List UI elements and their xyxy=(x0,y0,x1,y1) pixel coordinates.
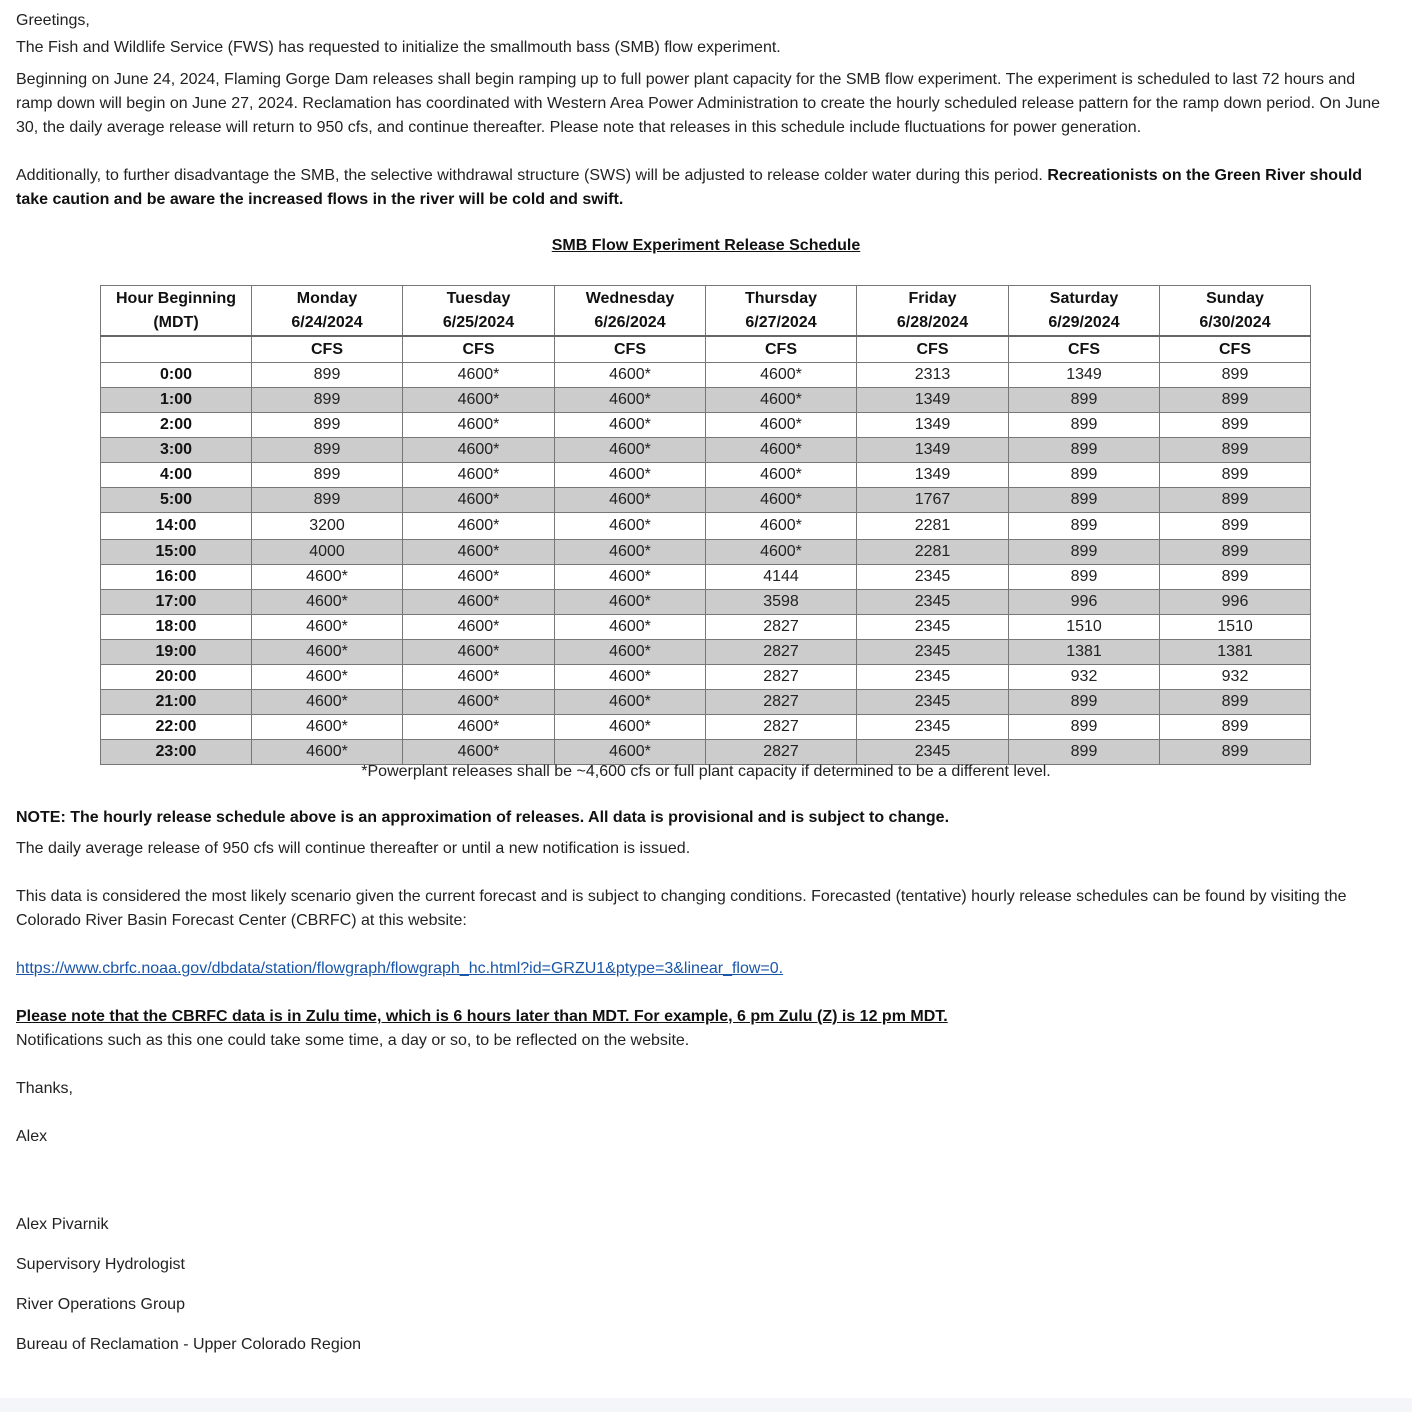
cfs-cell: 899 xyxy=(1160,413,1311,438)
table-row xyxy=(101,740,1311,765)
sws-text: Additionally, to further disadvantage the SMB, the selective withdrawal structure (SWS) will be adjusted to release colder water during this period. xyxy=(16,167,1048,184)
day-header: Friday 6/28/2024 xyxy=(857,286,1009,337)
hour-cell: 5:00 xyxy=(101,488,252,513)
cfs-cell: 1349 xyxy=(857,413,1009,438)
cfs-cell: 4600* xyxy=(252,590,403,615)
cfs-cell: 2345 xyxy=(857,565,1009,590)
table-footnote: *Powerplant releases shall be ~4,600 cfs or full plant capacity if determined to be a different level. xyxy=(361,763,1051,780)
hour-cell: 4:00 xyxy=(101,463,252,488)
cfs-cell: 899 xyxy=(1160,540,1311,565)
cfs-cell: 4600* xyxy=(403,715,555,740)
cfs-cell: 4600* xyxy=(403,438,555,463)
cfs-cell: 4600* xyxy=(555,413,706,438)
unit-header: CFS xyxy=(1160,336,1311,363)
cfs-cell: 1349 xyxy=(1009,363,1160,388)
cfs-cell: 996 xyxy=(1160,590,1311,615)
unit-header: CFS xyxy=(555,336,706,363)
cfs-cell: 4600* xyxy=(403,665,555,690)
cfs-cell: 4600* xyxy=(252,665,403,690)
cfs-cell: 4600* xyxy=(403,513,555,540)
header-row xyxy=(101,286,1311,337)
cfs-cell: 932 xyxy=(1160,665,1311,690)
table-title: SMB Flow Experiment Release Schedule xyxy=(551,237,861,254)
cfs-cell: 4600* xyxy=(706,488,857,513)
cfs-cell: 4600* xyxy=(403,640,555,665)
cfs-cell: 932 xyxy=(1009,665,1160,690)
table-row xyxy=(101,715,1311,740)
signature-organization: Bureau of Reclamation - Upper Colorado Region xyxy=(16,1336,362,1353)
cfs-cell: 2345 xyxy=(857,665,1009,690)
hour-cell: 21:00 xyxy=(101,690,252,715)
signature-name: Alex Pivarnik xyxy=(16,1216,109,1233)
table-row xyxy=(101,513,1311,540)
cfs-cell: 2281 xyxy=(857,540,1009,565)
hour-cell: 0:00 xyxy=(101,363,252,388)
cfs-cell: 899 xyxy=(1160,513,1311,540)
cfs-cell: 899 xyxy=(1009,388,1160,413)
cfs-cell: 996 xyxy=(1009,590,1160,615)
cfs-cell: 899 xyxy=(1160,690,1311,715)
day-header: Saturday 6/29/2024 xyxy=(1009,286,1160,337)
cfs-cell: 4600* xyxy=(252,615,403,640)
cfs-cell: 899 xyxy=(252,463,403,488)
hour-cell: 16:00 xyxy=(101,565,252,590)
day-header: Tuesday 6/25/2024 xyxy=(403,286,555,337)
hour-cell: 2:00 xyxy=(101,413,252,438)
cfs-cell: 899 xyxy=(1009,690,1160,715)
signature-title: Supervisory Hydrologist xyxy=(16,1256,185,1273)
table-row xyxy=(101,540,1311,565)
day-header: Sunday 6/30/2024 xyxy=(1160,286,1311,337)
cfs-cell: 4600* xyxy=(555,740,706,765)
table-row xyxy=(101,363,1311,388)
cfs-cell: 4600* xyxy=(252,640,403,665)
hour-cell: 14:00 xyxy=(101,513,252,540)
table-row xyxy=(101,488,1311,513)
cfs-cell: 4600* xyxy=(555,438,706,463)
cfs-cell: 4600* xyxy=(252,690,403,715)
day-header: Thursday 6/27/2024 xyxy=(706,286,857,337)
cfs-cell: 4600* xyxy=(252,740,403,765)
hour-header: Hour Beginning (MDT) xyxy=(101,286,252,337)
table-row xyxy=(101,665,1311,690)
cfs-cell: 4600* xyxy=(555,590,706,615)
cfs-cell: 899 xyxy=(1009,513,1160,540)
cfs-cell: 4600* xyxy=(555,640,706,665)
cbrfc-link[interactable]: https://www.cbrfc.noaa.gov/dbdata/station/flowgraph/flowgraph_hc.html?id=GRZU1&ptype=3&linear_flow=0. xyxy=(16,960,784,977)
table-row xyxy=(101,463,1311,488)
cfs-cell: 4600* xyxy=(403,488,555,513)
forecast-paragraph: This data is considered the most likely scenario given the current forecast and is subject to changing conditions. Forecasted (tentative) hourly release schedules can be found by visiting the Colorado River Basin Forecast Center (CBRFC) at this website: xyxy=(16,888,1347,929)
cfs-cell: 4600* xyxy=(555,665,706,690)
cfs-cell: 4600* xyxy=(555,565,706,590)
table-row xyxy=(101,413,1311,438)
cfs-cell: 3200 xyxy=(252,513,403,540)
cfs-cell: 2345 xyxy=(857,715,1009,740)
greeting: Greetings, xyxy=(16,12,90,29)
cfs-cell: 2281 xyxy=(857,513,1009,540)
cfs-cell: 4600* xyxy=(403,363,555,388)
cfs-cell: 899 xyxy=(1160,715,1311,740)
sws-paragraph xyxy=(16,164,1396,212)
cfs-cell: 1349 xyxy=(857,388,1009,413)
unit-blank xyxy=(101,336,252,363)
cfs-cell: 4600* xyxy=(706,540,857,565)
cfs-cell: 4600* xyxy=(403,388,555,413)
thanks: Thanks, xyxy=(16,1080,73,1097)
table-row xyxy=(101,388,1311,413)
cfs-cell: 899 xyxy=(1160,363,1311,388)
daily-average-note: The daily average release of 950 cfs will continue thereafter or until a new notification is issued. xyxy=(16,840,691,857)
day-header: Monday 6/24/2024 xyxy=(252,286,403,337)
hour-cell: 3:00 xyxy=(101,438,252,463)
hour-cell: 19:00 xyxy=(101,640,252,665)
cfs-cell: 4600* xyxy=(706,363,857,388)
cfs-cell: 4600* xyxy=(706,438,857,463)
cfs-cell: 1510 xyxy=(1009,615,1160,640)
sign-off-name: Alex xyxy=(16,1128,48,1145)
cfs-cell: 899 xyxy=(1009,715,1160,740)
cfs-cell: 4600* xyxy=(403,690,555,715)
cfs-cell: 899 xyxy=(1160,463,1311,488)
cfs-cell: 899 xyxy=(1160,488,1311,513)
table-row xyxy=(101,565,1311,590)
intro-text: The Fish and Wildlife Service (FWS) has requested to initialize the smallmouth bass (SMB) flow experiment. xyxy=(16,39,781,56)
cfs-cell: 4600* xyxy=(555,715,706,740)
cfs-cell: 2827 xyxy=(706,715,857,740)
table-row xyxy=(101,615,1311,640)
cfs-cell: 899 xyxy=(252,438,403,463)
notifications-note: Notifications such as this one could take some time, a day or so, to be reflected on the website. xyxy=(16,1032,690,1049)
cfs-cell: 1349 xyxy=(857,438,1009,463)
cfs-cell: 899 xyxy=(1009,488,1160,513)
cfs-cell: 4600* xyxy=(252,565,403,590)
unit-header: CFS xyxy=(706,336,857,363)
table-row xyxy=(101,640,1311,665)
cfs-cell: 2827 xyxy=(706,690,857,715)
cfs-cell: 4600* xyxy=(555,488,706,513)
unit-header: CFS xyxy=(857,336,1009,363)
day-header: Wednesday 6/26/2024 xyxy=(555,286,706,337)
unit-header: CFS xyxy=(403,336,555,363)
cbrfc-link-line xyxy=(16,957,783,981)
cfs-cell: 2827 xyxy=(706,665,857,690)
cfs-cell: 4600* xyxy=(555,388,706,413)
cfs-cell: 899 xyxy=(1160,388,1311,413)
cfs-cell: 2345 xyxy=(857,640,1009,665)
cfs-cell: 4600* xyxy=(555,690,706,715)
cfs-cell: 1381 xyxy=(1160,640,1311,665)
recreation-warning: Recreationists on the Green River should take caution and be aware the increased flows in the river will be cold and swift. xyxy=(16,167,1363,208)
cfs-cell: 4144 xyxy=(706,565,857,590)
hour-cell: 23:00 xyxy=(101,740,252,765)
cfs-cell: 4600* xyxy=(555,615,706,640)
cfs-cell: 4600* xyxy=(555,363,706,388)
cfs-cell: 899 xyxy=(252,488,403,513)
signature-group: River Operations Group xyxy=(16,1296,185,1313)
hour-cell: 15:00 xyxy=(101,540,252,565)
cfs-cell: 3598 xyxy=(706,590,857,615)
hour-cell: 20:00 xyxy=(101,665,252,690)
cfs-cell: 2313 xyxy=(857,363,1009,388)
cfs-cell: 899 xyxy=(1009,540,1160,565)
cfs-cell: 899 xyxy=(1009,438,1160,463)
cfs-cell: 2827 xyxy=(706,740,857,765)
cfs-cell: 2345 xyxy=(857,590,1009,615)
release-schedule-table xyxy=(100,285,1311,765)
table-body xyxy=(101,363,1311,765)
provisional-note: NOTE: The hourly release schedule above is an approximation of releases. All data is provisional and is subject to change. xyxy=(16,809,950,826)
cfs-cell: 2345 xyxy=(857,615,1009,640)
table-row xyxy=(101,690,1311,715)
cfs-cell: 4600* xyxy=(706,463,857,488)
cfs-cell: 899 xyxy=(1160,438,1311,463)
cfs-cell: 2345 xyxy=(857,690,1009,715)
cfs-cell: 4600* xyxy=(555,463,706,488)
cfs-cell: 899 xyxy=(1009,463,1160,488)
cfs-cell: 4600* xyxy=(403,615,555,640)
hour-cell: 1:00 xyxy=(101,388,252,413)
cfs-cell: 899 xyxy=(1009,740,1160,765)
cfs-cell: 4600* xyxy=(555,540,706,565)
cfs-cell: 4600* xyxy=(706,413,857,438)
hour-cell: 22:00 xyxy=(101,715,252,740)
cfs-cell: 2827 xyxy=(706,615,857,640)
bottom-strip xyxy=(0,1398,1412,1412)
cfs-cell: 1510 xyxy=(1160,615,1311,640)
table-row xyxy=(101,438,1311,463)
cfs-cell: 4000 xyxy=(252,540,403,565)
cfs-cell: 2345 xyxy=(857,740,1009,765)
cfs-cell: 899 xyxy=(1009,413,1160,438)
hour-cell: 18:00 xyxy=(101,615,252,640)
cfs-cell: 4600* xyxy=(555,513,706,540)
cfs-cell: 4600* xyxy=(706,388,857,413)
hour-cell: 17:00 xyxy=(101,590,252,615)
cfs-cell: 4600* xyxy=(403,540,555,565)
cfs-cell: 1349 xyxy=(857,463,1009,488)
cfs-cell: 899 xyxy=(1160,740,1311,765)
cfs-cell: 2827 xyxy=(706,640,857,665)
cfs-cell: 1381 xyxy=(1009,640,1160,665)
unit-header: CFS xyxy=(1009,336,1160,363)
zulu-time-note: Please note that the CBRFC data is in Zulu time, which is 6 hours later than MDT. For example, 6 pm Zulu (Z) is 12 pm MDT. xyxy=(16,1008,948,1025)
cfs-cell: 899 xyxy=(252,363,403,388)
unit-row xyxy=(101,336,1311,363)
cfs-cell: 4600* xyxy=(252,715,403,740)
cfs-cell: 4600* xyxy=(403,740,555,765)
schedule-paragraph: Beginning on June 24, 2024, Flaming Gorge Dam releases shall begin ramping up to full power plant capacity for the SMB flow experiment. The experiment is scheduled to last 72 hours and ramp down will begin on June 27, 2024. Reclamation has coordinated with Western Area Power Administration to create the hourly scheduled release pattern for the ramp down period. On June 30, the daily average release will return to 950 cfs, and continue thereafter. Please note that releases in this schedule include fluctuations for power generation. xyxy=(16,71,1381,136)
cfs-cell: 4600* xyxy=(403,463,555,488)
table-row xyxy=(101,590,1311,615)
unit-header: CFS xyxy=(252,336,403,363)
cfs-cell: 4600* xyxy=(403,590,555,615)
cfs-cell: 1767 xyxy=(857,488,1009,513)
cfs-cell: 899 xyxy=(1160,565,1311,590)
cfs-cell: 4600* xyxy=(706,513,857,540)
cfs-cell: 899 xyxy=(1009,565,1160,590)
cfs-cell: 899 xyxy=(252,413,403,438)
cfs-cell: 4600* xyxy=(403,565,555,590)
cfs-cell: 4600* xyxy=(403,413,555,438)
cfs-cell: 899 xyxy=(252,388,403,413)
